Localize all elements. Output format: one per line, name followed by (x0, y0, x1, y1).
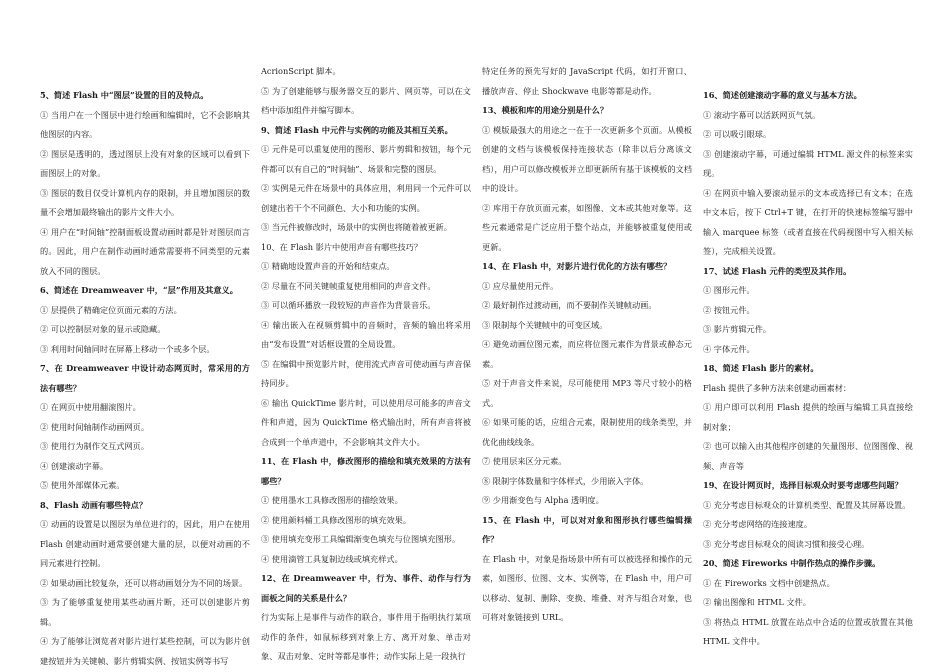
answer-text: ② 库用于存放页面元素，如图像、文本或其他对象等。这些元素通常是广泛应用于整个站点，并能够被重复使用或更新。 (482, 202, 692, 252)
answer-text: ① 在 Fireworks 文档中创建热点。 (703, 577, 835, 588)
answer-text: ③ 图层的数目仅受计算机内存的限制，并且增加图层的数量不会增加最终输出的影片文件大小。 (40, 187, 250, 217)
answer-text: ④ 避免动画位图元素，而应将位图元素作为背景或静态元素。 (482, 339, 692, 369)
answer-text: ④ 为了能够让浏览者对影片进行某些控制，可以为影片创建按钮并为关键帧、影片剪辑实例、按钮实例等书写 (40, 636, 250, 666)
question-heading: 15、在 Flash 中，可以对对象和图形执行哪些编辑操作？ (482, 514, 692, 544)
answer-text: ① 层提供了精确定位页面元素的方法。 (40, 304, 182, 315)
answer-text: ⑦ 使用层来区分元素。 (482, 456, 567, 466)
answer-text: ② 充分考虑网络的连接速度。 (703, 519, 813, 529)
answer-text: ② 最好制作过渡动画，而不要制作关键帧动画。 (482, 300, 657, 310)
answer-text: ③ 使用填充变形工具编辑渐变色填充与位图填充图形。 (261, 534, 461, 544)
answer-text: 特定任务的预先写好的 JavaScript 代码，如打开窗口、播放声音、停止 Shockwave 电影等都是动作。 (482, 66, 692, 96)
answer-text: ② 使用时间轴制作动画网页。 (40, 421, 150, 432)
answer-text: ③ 当元件被修改时，场景中的实例也将随着被更新。 (261, 222, 452, 232)
answer-text: ④ 创建滚动字幕。 (40, 460, 109, 471)
answer-text: ③ 影片剪辑元件。 (703, 324, 772, 334)
answer-text: ① 滚动字幕可以活跃网页气氛。 (703, 109, 821, 120)
answer-text: ② 可以吸引眼球。 (703, 129, 772, 139)
answer-text: ④ 使用滴管工具复制边线或填充样式。 (261, 553, 403, 564)
question-heading: 17、试述 Flash 元件的类型及其作用。 (703, 265, 852, 276)
answer-text: ① 当用户在一个图层中进行绘画和编辑时，它不会影响其他图层的内容。 (40, 109, 250, 139)
answer-text: ⑤ 为了创建能够与服务器交互的影片、网页等，可以在文档中添加组件并编写脚本。 (261, 85, 471, 115)
answer-text: ③ 利用时间轴同时在屏幕上移动一个或多个层。 (40, 343, 215, 354)
answer-text: ③ 将热点 HTML 放置在站点中合适的位置或放置在其他 HTML 文件中。 (703, 616, 913, 646)
answer-text: ① 使用墨水工具修改图形的描绘效果。 (261, 495, 403, 505)
answer-text: ⑤ 使用外部媒体元素。 (40, 480, 125, 490)
answer-text: ④ 用户在“时间轴”控制面板设置动画时都是针对图层而言的。因此，用户在制作动画时通常需要将不同类型的元素放入不同的图层。 (40, 226, 250, 276)
column-4 (703, 86, 913, 652)
answer-text: ⑨ 少用渐变色与 Alpha 透明度。 (482, 495, 604, 505)
answer-text: ④ 字体元件。 (703, 343, 755, 354)
answer-text: ① 动画的设置是以图层为单位进行的，因此，用户在使用 Flash 创建动画时通常要创建大量的层，以便对动画的不同元素进行控制。 (40, 519, 250, 568)
answer-text: ① 在网页中使用翻滚图片。 (40, 402, 141, 412)
question-heading: 5、简述 Flash 中“图层”设置的目的及特点。 (40, 90, 209, 100)
question-heading: 7、在 Dreamweaver 中设计动态网页时，常采用的方法有哪些？ (40, 363, 250, 393)
answer-text: ③ 为了能够重复使用某些动画片断，还可以创建影片剪辑。 (40, 597, 250, 627)
answer-text: ② 按钮元件。 (703, 304, 755, 315)
column-2 (261, 62, 471, 667)
answer-text: ③ 可以循环播放一段较短的声音作为背景音乐。 (261, 300, 436, 310)
answer-text: 10、在 Flash 影片中使用声音有哪些技巧？ (261, 241, 423, 252)
answer-text: ⑥ 输出 QuickTime 影片时，可以使用尽可能多的声音文件和声道，因为 QuickTime 格式输出时，所有声音将被合成到一个单声道中，不会影响其文件大小。 (261, 397, 471, 447)
question-heading: 18、简述 Flash 影片的素材。 (703, 363, 819, 373)
answer-text: ④ 在网页中输入要滚动显示的文本或选择已有文本；在选中文本后，按下 Ctrl+T 键，在打开的快速标签编写器中输入 marquee 标签（或者直接在代码视图中写入相关标签），完成相关设置。 (703, 187, 913, 256)
answer-text: 在 Flash 中，对象是指场景中所有可以被选择和操作的元素，如图形、位图、文本、实例等，在 Flash 中，用户可以移动、复制、删除、变换、堆叠、对齐与组合对象，也可将对象链接到 URL。 (482, 553, 692, 622)
answer-text: AcrionScript 脚本。 (261, 66, 341, 76)
answer-text: ① 精确地设置声音的开始和结束点。 (261, 261, 395, 271)
answer-text: ④ 输出嵌入在视频剪辑中的音频时，音频的输出将采用由“发布设置”对话框设置的全局设置。 (261, 319, 471, 349)
answer-text: ② 图层是透明的，透过图层上没有对象的区域可以看到下面图层上的对象。 (40, 148, 250, 178)
answer-text: ② 可以控制层对象的显示或隐藏。 (40, 324, 166, 334)
answer-text: 行为实际上是事件与动作的联合，事件用于指明执行某项动作的条件，如鼠标移到对象上方、离开对象、单击对象、双击对象、定时等都是事件；动作实际上是一段执行 (261, 612, 471, 661)
answer-text: ① 图形元件。 (703, 285, 755, 295)
answer-text: ② 如果动画比较复杂，还可以将动画划分为不同的场景。 (40, 577, 248, 588)
answer-text: Flash 提供了多种方法来创建动画素材： (703, 382, 852, 393)
answer-text: ③ 使用行为制作交互式网页。 (40, 441, 150, 451)
question-heading: 6、简述在 Dreamweaver 中，“层”作用及其意义。 (40, 285, 238, 295)
answer-text: ② 也可以输入由其他程序创建的矢量图形、位图图像、视频、声音等 (703, 441, 913, 471)
question-heading: 8、Flash 动画有哪些特点？ (40, 499, 148, 510)
answer-text: ① 充分考虑目标观众的计算机类型、配置及其屏幕设置。 (703, 499, 911, 510)
question-heading: 11、在 Flash 中，修改图形的描绘和填充效果的方法有哪些？ (261, 456, 471, 486)
answer-text: ⑥ 如果可能的话，应组合元素，限制使用的线条类型，并优化曲线线条。 (482, 417, 692, 447)
answer-text: ① 用户即可以利用 Flash 提供的绘画与编辑工具直接绘制对象； (703, 402, 913, 432)
answer-text: ① 元件是可以重复使用的图形、影片剪辑和按钮，每个元件都可以有自己的“时间轴”、场景和完整的图层。 (261, 144, 471, 174)
answer-text: ② 尽量在不同关键帧重复使用相同的声音文件。 (261, 280, 436, 291)
answer-text: ⑤ 在编辑中预览影片时，使用流式声音可使动画与声音保持同步。 (261, 358, 471, 388)
question-heading: 19、在设计网页时，选择目标观众时要考虑哪些问题？ (703, 480, 903, 490)
question-heading: 14、在 Flash 中，对影片进行优化的方法有哪些？ (482, 261, 672, 271)
answer-text: ③ 充分考虑目标观众的阅读习惯和接受心理。 (703, 538, 870, 549)
question-heading: 13、模板和库的用途分别是什么？ (482, 105, 609, 115)
column-1 (40, 86, 250, 671)
answer-text: ③ 限制每个关键帧中的可变区域。 (482, 319, 608, 330)
answer-text: ③ 创建滚动字幕，可通过编辑 HTML 源文件的标签来实现。 (703, 148, 913, 178)
question-heading: 16、简述创建滚动字幕的意义与基本方法。 (703, 90, 862, 100)
answer-text: ⑤ 对于声音文件来说，尽可能使用 MP3 等尺寸较小的格式。 (482, 378, 692, 408)
answer-text: ② 使用颜料桶工具修改图形的填充效果。 (261, 514, 411, 525)
answer-text: ② 输出图像和 HTML 文件。 (703, 597, 811, 607)
answer-text: ② 实例是元件在场景中的具体应用，利用同一个元件可以创建出若干个不同颜色、大小和功能的实例。 (261, 183, 471, 213)
question-heading: 9、简述 Flash 中元件与实例的功能及其相互关系。 (261, 124, 453, 135)
question-heading: 20、简述 Fireworks 中制作热点的操作步骤。 (703, 558, 881, 568)
column-3 (482, 62, 692, 628)
answer-text: ① 模版最强大的用途之一在于一次更新多个页面。从模板创建的文档与该模板保持连接状态（除非以后分离该文档），用户可以修改模板并立即更新所有基于该模板的文档中的设计。 (482, 124, 692, 193)
question-heading: 12、在 Dreamweaver 中，行为、事件、动作与行为面板之间的关系是什么？ (261, 573, 471, 603)
answer-text: ① 应尽量使用元件。 (482, 280, 559, 291)
answer-text: ⑧ 限制字体数量和字体样式，少用嵌入字体。 (482, 475, 649, 486)
